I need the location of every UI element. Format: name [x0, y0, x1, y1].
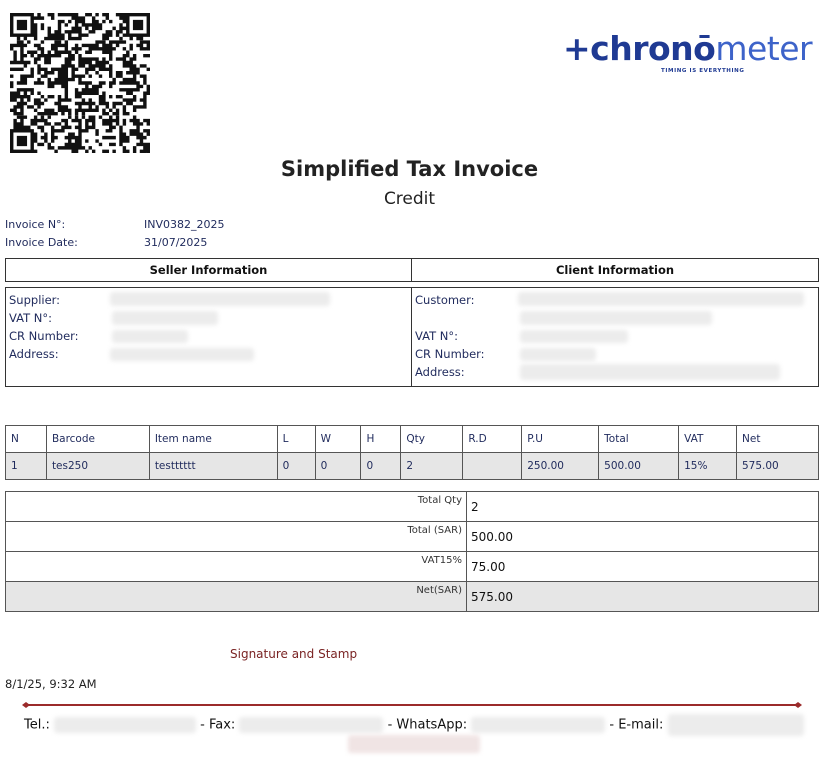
qr-code: [10, 13, 150, 153]
totals-table: [5, 491, 819, 612]
cell-h: 0: [361, 453, 401, 480]
seller-cr-label: CR Number:: [9, 329, 79, 343]
column-header-rd: R.D: [463, 426, 522, 453]
seller-address-label: Address:: [9, 347, 59, 361]
column-header-pu: P.U: [522, 426, 599, 453]
supplier-label: Supplier:: [9, 293, 61, 307]
customer-label: Customer:: [415, 293, 475, 307]
column-header-n: N: [6, 426, 47, 453]
document-title: Simplified Tax Invoice: [280, 157, 539, 181]
column-header-l: L: [277, 426, 315, 453]
cell-l: 0: [277, 453, 315, 480]
cell-n: 1: [6, 453, 47, 480]
redacted-website: [348, 735, 480, 753]
client-vat-label: VAT N°:: [415, 329, 459, 343]
redacted-seller-vat: [112, 311, 218, 325]
total-sar-label: Total (SAR): [6, 522, 467, 552]
vat-row: [6, 552, 819, 582]
redacted-tel: [54, 717, 196, 733]
column-header-net: Net: [737, 426, 819, 453]
redacted-client-address: [520, 364, 780, 380]
email-label: - E-mail:: [609, 717, 664, 733]
redacted-customer-extra: [520, 311, 712, 325]
items-table: [5, 425, 819, 480]
vat-value: 75.00: [467, 552, 819, 582]
total-sar-value: 500.00: [467, 522, 819, 552]
invoice-date: 31/07/2025: [144, 236, 208, 249]
invoice-number-label: Invoice N°:: [5, 218, 66, 231]
fax-label: - Fax:: [200, 717, 236, 733]
redacted-customer: [518, 292, 804, 306]
tel-label: Tel.:: [24, 717, 50, 733]
cell-w: 0: [315, 453, 361, 480]
redacted-client-vat: [520, 330, 628, 343]
items-header-row: [6, 426, 819, 453]
net-label: Net(SAR): [6, 582, 467, 612]
seller-information-header: Seller Information: [5, 258, 412, 282]
signature-and-stamp-label: Signature and Stamp: [230, 647, 358, 661]
cell-pu: 250.00: [522, 453, 599, 480]
printed-timestamp: 8/1/25, 9:32 AM: [5, 677, 97, 691]
cell-rd: [463, 453, 522, 480]
column-header-h: H: [361, 426, 401, 453]
redacted-fax: [239, 717, 383, 733]
document-subtitle: Credit: [383, 189, 436, 209]
footer-contacts: [24, 714, 804, 736]
column-header-vat: VAT: [679, 426, 737, 453]
seller-vat-label: VAT N°:: [9, 311, 53, 325]
column-header-total: Total: [599, 426, 679, 453]
redacted-whatsapp: [471, 717, 605, 733]
net-value: 575.00: [467, 582, 819, 612]
column-header-item-name: Item name: [149, 426, 277, 453]
total-sar-row: [6, 522, 819, 552]
footer-divider: [22, 702, 802, 708]
net-row: [6, 582, 819, 612]
client-address-label: Address:: [415, 365, 465, 379]
column-header-w: W: [315, 426, 361, 453]
client-information-header: Client Information: [411, 258, 819, 282]
column-header-barcode: Barcode: [46, 426, 149, 453]
redacted-client-cr: [520, 348, 596, 361]
client-cr-label: CR Number:: [415, 347, 485, 361]
redacted-supplier: [110, 292, 330, 306]
cell-qty: 2: [401, 453, 463, 480]
redacted-seller-cr: [112, 330, 188, 343]
cell-item-name: testttttt: [149, 453, 277, 480]
invoice-date-label: Invoice Date:: [5, 236, 78, 249]
vat-label: VAT15%: [6, 552, 467, 582]
invoice-number: INV0382_2025: [144, 218, 225, 231]
redacted-seller-address: [110, 348, 254, 361]
cell-vat: 15%: [679, 453, 737, 480]
cell-total: 500.00: [599, 453, 679, 480]
cell-barcode: tes250: [46, 453, 149, 480]
table-row: [6, 453, 819, 480]
whatsapp-label: - WhatsApp:: [387, 717, 468, 733]
redacted-email: [668, 714, 804, 736]
total-qty-value: 2: [467, 492, 819, 522]
column-header-qty: Qty: [401, 426, 463, 453]
total-qty-label: Total Qty: [6, 492, 467, 522]
company-logo: +chronōmeter TIMING IS EVERYTHING: [563, 29, 813, 74]
cell-net: 575.00: [737, 453, 819, 480]
total-qty-row: [6, 492, 819, 522]
